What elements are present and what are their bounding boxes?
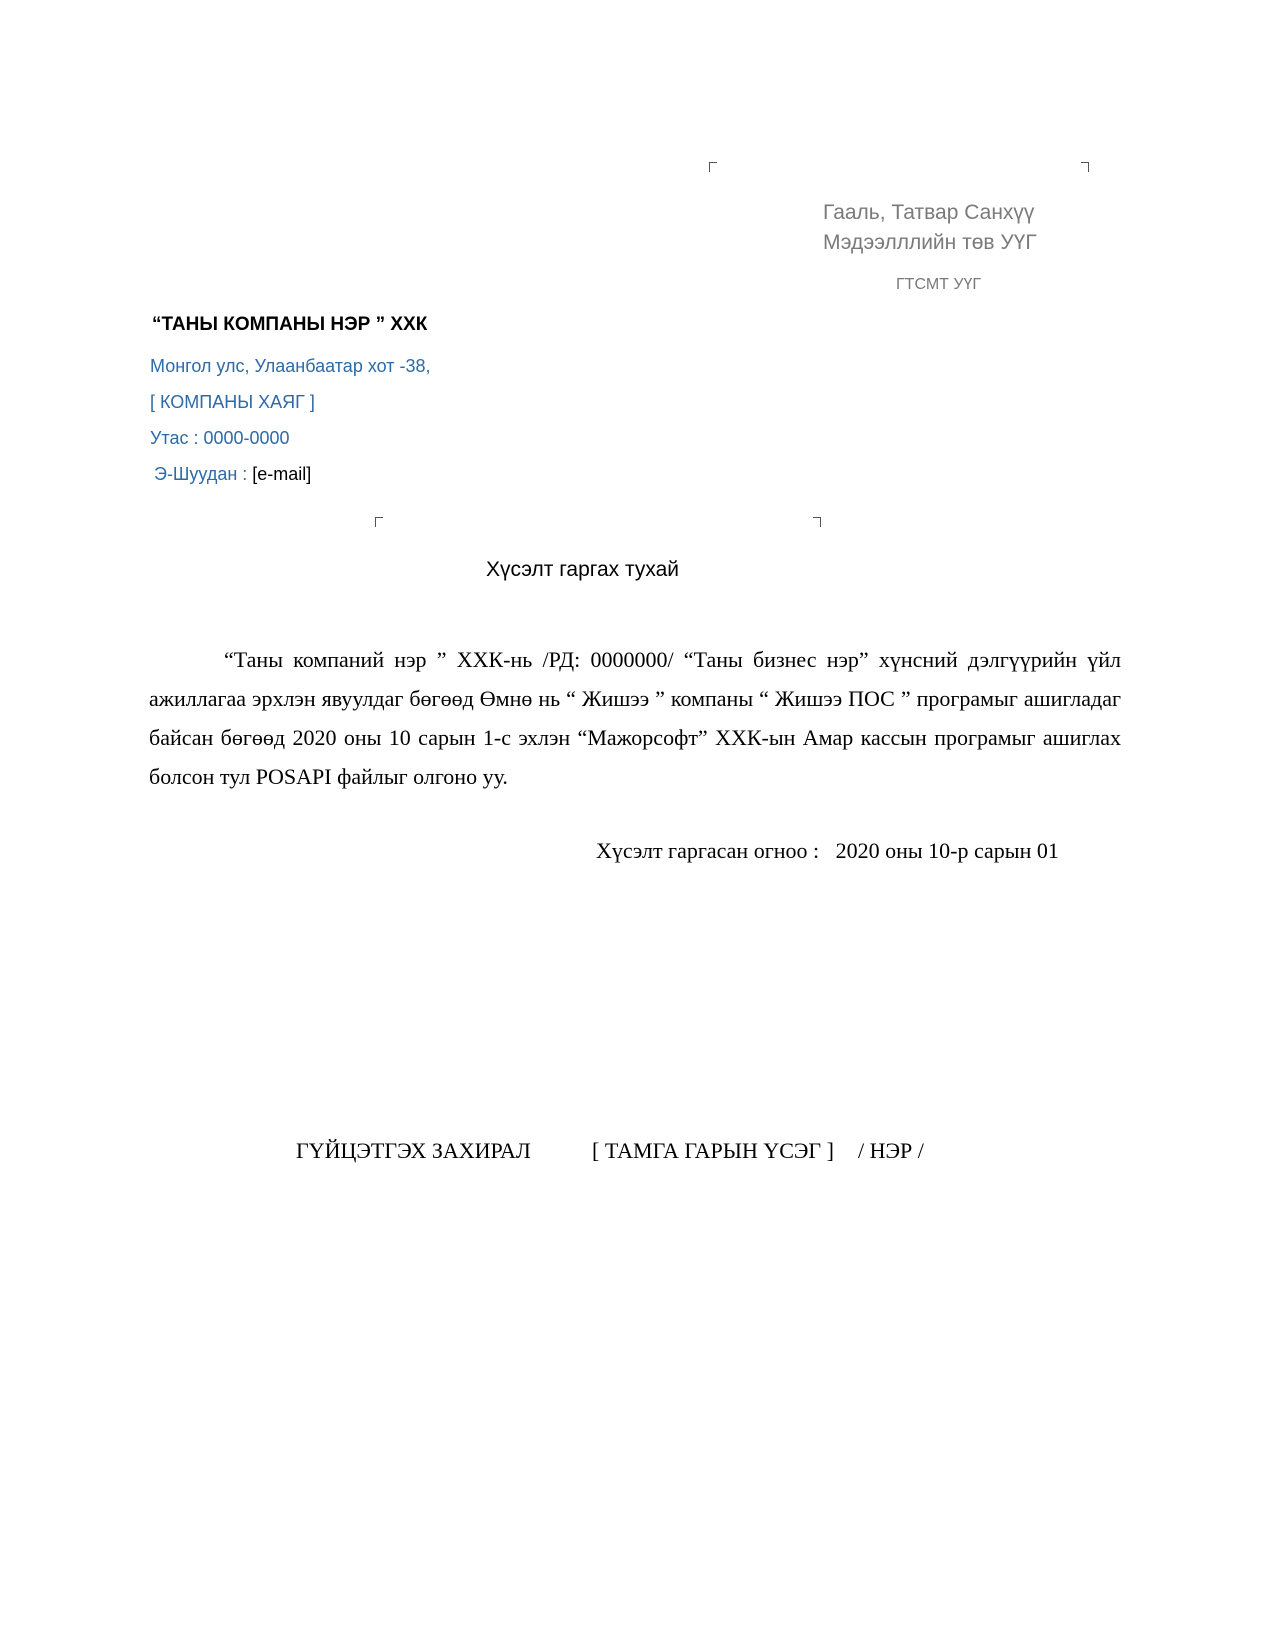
subject-corner-top-right <box>813 517 821 527</box>
recipient-corner-top-left <box>709 162 717 172</box>
recipient-block <box>823 198 1037 258</box>
recipient-abbreviation: ГТСМТ УҮГ <box>896 276 982 293</box>
email-value: [e-mail] <box>247 464 312 484</box>
recipient-corner-top-right <box>1081 162 1089 172</box>
letter-body: “Таны компаний нэр ” ХХК-нь /РД: 0000000/ “Таны бизнес нэр” хүнсний дэлгүүрийн үйл ажиллагаа эрхлэн явуулдаг бөгөөд Өмнө нь “ Жишээ ” компаны “ Жишээ ПОС ” програмыг ашигладаг байсан бөгөөд 2020 оны 10 сарын 1-с эхлэн “Мажорсофт” ХХК-ын Амар кассын програмыг ашиглах болсон тул POSAPI файлыг олгоно уу. <box>149 647 1121 789</box>
address-line: Монгол улс, Улаанбаатар хот -38, <box>150 356 431 376</box>
email-label: Э-Шуудан : <box>154 464 248 484</box>
signatory-title: ГҮЙЦЭТГЭХ ЗАХИРАЛ <box>296 1138 531 1163</box>
phone-line: Утас : 0000-0000 <box>150 428 290 448</box>
company-name: “ТАНЫ КОМПАНЫ НЭР ” ХХК <box>152 314 428 335</box>
request-date-line <box>596 838 1059 864</box>
subject-corner-top-left <box>375 517 383 527</box>
recipient-line-1: Гааль, Татвар Санхүү <box>823 201 1035 224</box>
request-date-label: Хүсэлт гаргасан огноо : <box>596 838 820 863</box>
letter-subject: Хүсэлт гаргах тухай <box>486 558 679 581</box>
request-date-value: 2020 оны 10-р сарын 01 <box>835 838 1059 863</box>
address-placeholder: [ КОМПАНЫ ХАЯГ ] <box>150 392 315 412</box>
stamp-placeholder: [ ТАМГА ГАРЫН ҮСЭГ ] <box>592 1138 834 1163</box>
email-line <box>154 464 311 485</box>
signatory-name: / НЭР / <box>858 1138 924 1163</box>
recipient-line-2: Мэдээлллийн төв УҮГ <box>823 231 1037 254</box>
